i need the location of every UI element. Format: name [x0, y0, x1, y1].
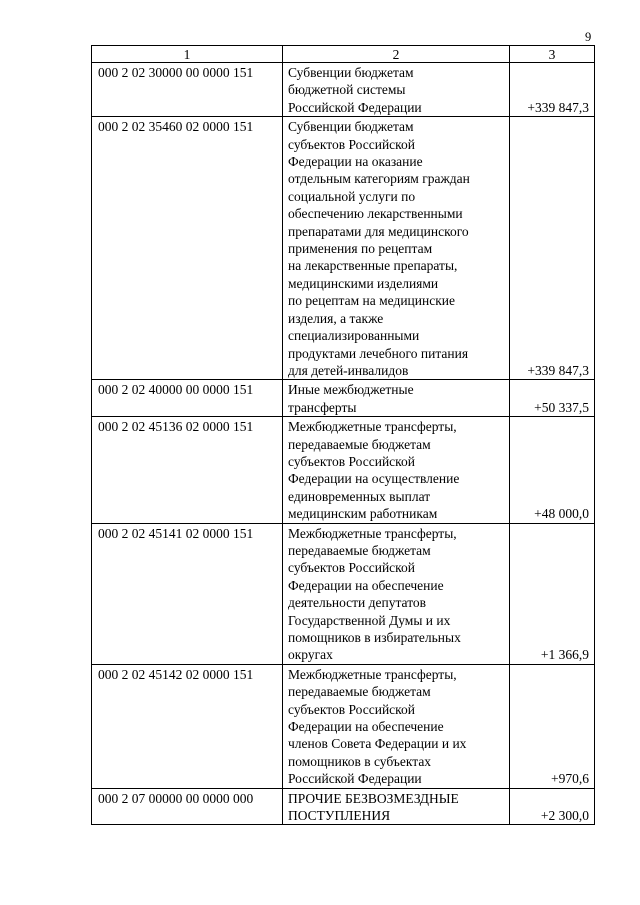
amount-value: +1 366,9: [510, 523, 595, 664]
description-line: обеспечению лекарственными: [288, 206, 463, 222]
description-line: Российской Федерации: [288, 99, 422, 115]
header-row: [92, 46, 595, 63]
amount-value: +48 000,0: [510, 417, 595, 523]
description-line: препаратами для медицинского: [288, 223, 469, 239]
description-line: субъектов Российской: [288, 701, 416, 717]
description-line: применения по рецептам: [288, 241, 433, 257]
description-line: Субвенции бюджетам: [288, 119, 414, 135]
description-line: Субвенции бюджетам: [288, 65, 414, 80]
table-row: [92, 523, 595, 664]
amount-value: +970,6: [510, 664, 595, 788]
description-line: передаваемые бюджетам: [288, 542, 431, 558]
description-line: продуктами лечебного питания: [288, 345, 469, 361]
description-line: социальной услуги по: [288, 188, 416, 204]
description-line: Межбюджетные трансферты,: [288, 419, 457, 435]
description-line: бюджетной системы: [288, 82, 406, 98]
description-line: медицинскими изделиями: [288, 275, 439, 291]
description-line: ПРОЧИЕ БЕЗВОЗМЕЗДНЫЕ: [288, 790, 459, 806]
header-col-1: 1: [92, 46, 283, 63]
table-row: [92, 380, 595, 417]
description-line: отдельным категориям граждан: [288, 171, 470, 187]
description-line: членов Совета Федерации и их: [288, 736, 467, 752]
revenue-description: [283, 63, 510, 117]
header-col-3: 3: [510, 46, 595, 63]
description-line: субъектов Российской: [288, 136, 416, 152]
description-line: Федерации на оказание: [288, 154, 423, 170]
revenue-description: [283, 417, 510, 523]
classification-code: 000 2 07 00000 00 0000 000: [92, 788, 283, 825]
revenue-description: [283, 523, 510, 664]
description-line: деятельности депутатов: [288, 595, 427, 611]
table-row: [92, 417, 595, 523]
classification-code: 000 2 02 35460 02 0000 151: [92, 117, 283, 380]
description-line: Федерации на обеспечение: [288, 719, 444, 735]
description-line: Федерации на осуществление: [288, 471, 460, 487]
description-line: помощников в субъектах: [288, 753, 432, 769]
description-line: Федерации на обеспечение: [288, 577, 444, 593]
classification-code: 000 2 02 45142 02 0000 151: [92, 664, 283, 788]
description-line: изделия, а также: [288, 310, 384, 326]
revenue-description: [283, 788, 510, 825]
description-line: медицинским работникам: [288, 506, 438, 522]
revenue-description: [283, 117, 510, 380]
description-line: передаваемые бюджетам: [288, 436, 431, 452]
description-line: специализированными: [288, 328, 420, 344]
description-line: Межбюджетные трансферты,: [288, 525, 457, 541]
amount-value: +2 300,0: [510, 788, 595, 825]
classification-code: 000 2 02 40000 00 0000 151: [92, 380, 283, 417]
classification-code: 000 2 02 45136 02 0000 151: [92, 417, 283, 523]
description-line: трансферты: [288, 399, 357, 415]
description-line: для детей-инвалидов: [288, 362, 409, 378]
description-line: округах: [288, 647, 333, 663]
description-line: Межбюджетные трансферты,: [288, 666, 457, 682]
description-line: ПОСТУПЛЕНИЯ: [288, 808, 391, 824]
amount-value: +339 847,3: [510, 117, 595, 380]
description-line: Российской Федерации: [288, 771, 422, 787]
amount-value: +50 337,5: [510, 380, 595, 417]
description-line: по рецептам на медицинские: [288, 293, 455, 309]
description-line: на лекарственные препараты,: [288, 258, 458, 274]
budget-table: [91, 45, 595, 825]
table-row: [92, 664, 595, 788]
table-row: [92, 117, 595, 380]
classification-code: 000 2 02 30000 00 0000 151: [92, 63, 283, 117]
description-line: Иные межбюджетные: [288, 382, 414, 398]
description-line: Государственной Думы и их: [288, 612, 451, 628]
amount-value: +339 847,3: [510, 63, 595, 117]
table-row: [92, 63, 595, 117]
header-col-2: 2: [283, 46, 510, 63]
description-line: помощников в избирательных: [288, 630, 461, 645]
description-line: единовременных выплат: [288, 488, 431, 504]
revenue-description: [283, 664, 510, 788]
page-number: 9: [585, 30, 592, 44]
revenue-description: [283, 380, 510, 417]
description-line: субъектов Российской: [288, 560, 416, 576]
table-row: [92, 788, 595, 825]
description-line: субъектов Российской: [288, 453, 416, 469]
classification-code: 000 2 02 45141 02 0000 151: [92, 523, 283, 664]
description-line: передаваемые бюджетам: [288, 684, 431, 700]
